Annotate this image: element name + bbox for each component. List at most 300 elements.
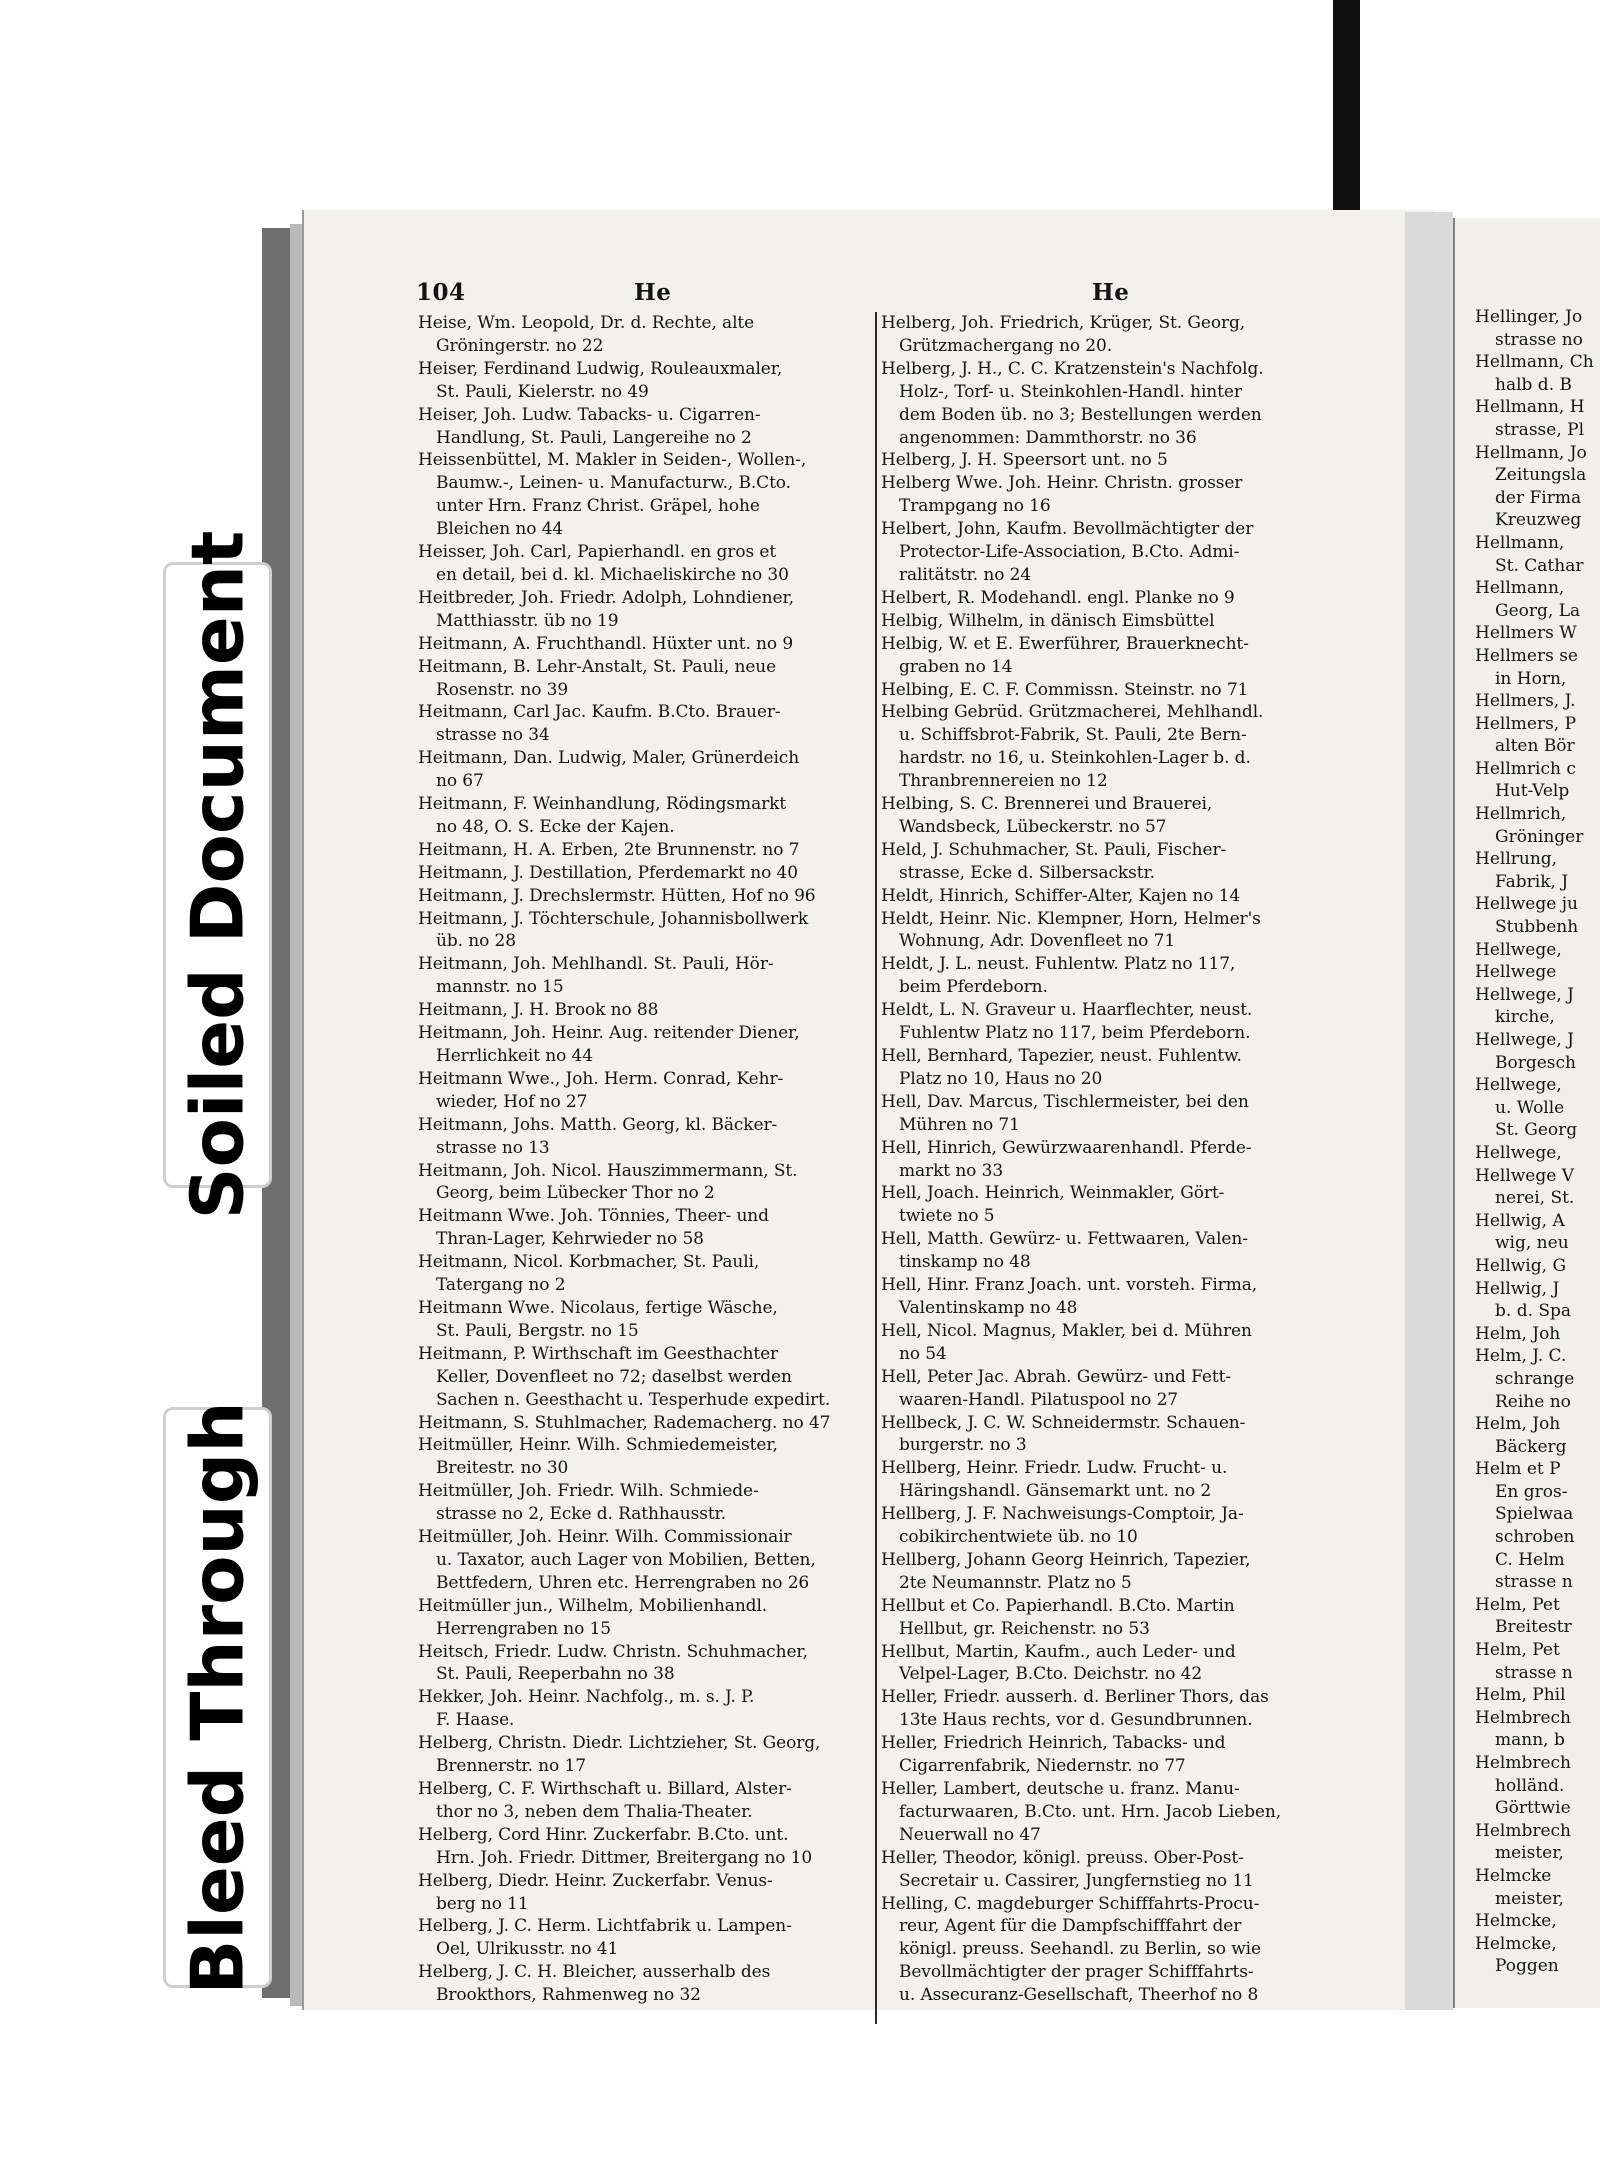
entry-line: Helberg, C. F. Wirthschaft u. Billard, Alster- xyxy=(418,1779,792,1799)
entry-line: Heitmann, S. Stuhlmacher, Rademacherg. no 47 xyxy=(418,1412,831,1433)
directory-entry xyxy=(881,1595,1336,1641)
next-page-line: Hellmann, Jo xyxy=(1475,442,1587,463)
next-page-line: Hellmers se xyxy=(1475,645,1578,666)
entry-continuation-line: wieder, Hof no 27 xyxy=(436,1091,588,1112)
entry-continuation-line: angenommen: Dammthorstr. no 36 xyxy=(899,427,1197,448)
directory-entry xyxy=(418,633,873,656)
next-page-line: Helmbrech xyxy=(1475,1753,1571,1773)
entry-continuation-line: 2te Neumannstr. Platz no 5 xyxy=(899,1572,1132,1593)
entry-line: Heller, Friedr. ausserh. d. Berliner Thors, das xyxy=(881,1687,1269,1708)
entry-line: Hellberg, J. F. Nachweisungs-Comptoir, Ja- xyxy=(881,1504,1244,1525)
directory-entry xyxy=(418,1160,873,1206)
entry-continuation-line: Brookthors, Rahmenweg no 32 xyxy=(436,1985,701,2006)
directory-entry xyxy=(881,1137,1336,1183)
next-page-line: Hellmers, J. xyxy=(1475,691,1576,712)
entry-line: Heiser, Ferdinand Ludwig, Rouleauxmaler, xyxy=(418,358,783,379)
entry-line: Heise, Wm. Leopold, Dr. d. Rechte, alte xyxy=(418,313,755,333)
entry-continuation-line: Platz no 10, Haus no 20 xyxy=(899,1068,1103,1089)
next-page-line: C. Helm xyxy=(1495,1549,1565,1570)
next-page-line: Hellmann, xyxy=(1475,578,1565,599)
next-page-line: Helm, Joh xyxy=(1475,1414,1561,1435)
binding-tab xyxy=(1333,0,1360,215)
next-page-line: Hellmrich c xyxy=(1475,758,1576,779)
entry-continuation-line: Brennerstr. no 17 xyxy=(436,1756,586,1777)
entry-line: Heitmann, Joh. Heinr. Aug. reitender Diener, xyxy=(418,1023,800,1044)
next-page-line: Hellwege xyxy=(1475,962,1557,983)
entry-line: Heller, Theodor, königl. preuss. Ober-Post- xyxy=(881,1847,1244,1868)
directory-entry xyxy=(881,679,1336,702)
entry-continuation-line: Herrlichkeit no 44 xyxy=(436,1046,593,1066)
entry-line: Helberg Wwe. Joh. Heinr. Christn. grosser xyxy=(881,473,1243,494)
next-page-line: Hellwege, xyxy=(1475,939,1562,960)
directory-entry xyxy=(418,1778,873,1824)
entry-line: Helberg, Christn. Diedr. Lichtzieher, St. Georg, xyxy=(418,1733,821,1754)
bleed-through-stamp xyxy=(163,1400,272,1995)
entry-continuation-line: St. Pauli, Kielerstr. no 49 xyxy=(436,381,649,402)
entry-line: Heitmann Wwe. Nicolaus, fertige Wäsche, xyxy=(418,1297,778,1318)
directory-entry xyxy=(418,747,873,793)
next-page-line: schrange xyxy=(1495,1368,1575,1389)
next-page-line: Bäckerg xyxy=(1495,1436,1567,1457)
entry-continuation-line: Bleichen no 44 xyxy=(436,519,564,540)
entry-continuation-line: F. Haase. xyxy=(436,1710,515,1731)
entry-continuation-line: no 67 xyxy=(436,771,484,792)
next-page-line: Hellmers W xyxy=(1475,623,1577,644)
entry-line: Heitsch, Friedr. Ludw. Christn. Schuhmacher, xyxy=(418,1641,808,1662)
entry-line: Hellbut et Co. Papierhandl. B.Cto. Martin xyxy=(881,1595,1235,1616)
directory-entry xyxy=(418,862,873,885)
entry-continuation-line: Wandsbeck, Lübeckerstr. no 57 xyxy=(899,816,1167,837)
directory-entry xyxy=(418,885,873,908)
entry-line: Helbing Gebrüd. Grützmacherei, Mehlhandl. xyxy=(881,702,1264,723)
directory-entry xyxy=(881,1228,1336,1274)
next-page-line: Hellwig, A xyxy=(1475,1210,1565,1231)
next-page-line: Hellmann, H xyxy=(1475,397,1585,418)
next-page-line: Helm, J. C. xyxy=(1475,1346,1567,1367)
directory-entry xyxy=(418,1686,873,1732)
directory-entry xyxy=(418,1297,873,1343)
next-page-line: strasse n xyxy=(1495,1662,1573,1683)
entry-continuation-line: Tatergang no 2 xyxy=(436,1275,566,1296)
entry-continuation-line: üb. no 28 xyxy=(436,931,516,952)
next-page-line: alten Bör xyxy=(1495,736,1575,757)
directory-entry xyxy=(881,1045,1336,1091)
entry-line: Heitmann, P. Wirthschaft im Geesthachter xyxy=(418,1343,779,1364)
entry-line: Hell, Dav. Marcus, Tischlermeister, bei den xyxy=(881,1091,1249,1112)
next-page-line: Hellwege, J xyxy=(1475,984,1574,1005)
entry-line: Heitmann, Carl Jac. Kaufm. B.Cto. Brauer- xyxy=(418,702,781,723)
entry-line: Held, J. Schuhmacher, St. Pauli, Fischer- xyxy=(881,839,1227,860)
directory-entry xyxy=(881,312,1336,358)
entry-continuation-line: Matthiasstr. üb no 19 xyxy=(436,610,619,631)
page-gutter xyxy=(1405,212,1453,2010)
next-page-line: Helmcke, xyxy=(1475,1911,1557,1932)
directory-entry xyxy=(881,1182,1336,1228)
entry-continuation-line: Secretair u. Cassirer, Jungfernstieg no 11 xyxy=(899,1870,1254,1891)
entry-continuation-line: tinskamp no 48 xyxy=(899,1252,1031,1273)
directory-entry xyxy=(418,1641,873,1687)
entry-line: Hellbeck, J. C. W. Schneidermstr. Schauen- xyxy=(881,1412,1246,1433)
next-page-line: in Horn, xyxy=(1495,668,1567,689)
next-page-line: St. Georg xyxy=(1495,1120,1578,1141)
entry-continuation-line: Bevollmächtigter der prager Schifffahrts- xyxy=(899,1962,1254,1983)
entry-line: Heller, Friedrich Heinrich, Tabacks- und xyxy=(881,1733,1226,1754)
directory-entry xyxy=(881,587,1336,610)
entry-line: Hellberg, Heinr. Friedr. Ludw. Frucht- u. xyxy=(881,1458,1228,1479)
directory-entry xyxy=(881,1091,1336,1137)
next-page-line: Helmcke xyxy=(1475,1865,1552,1886)
entry-line: Heitmüller jun., Wilhelm, Mobilienhandl. xyxy=(418,1595,768,1616)
entry-continuation-line: cobikirchentwiete üb. no 10 xyxy=(899,1527,1138,1548)
entry-continuation-line: Baumw.-, Leinen- u. Manufacturw., B.Cto. xyxy=(436,473,791,494)
directory-entry xyxy=(418,1068,873,1114)
entry-continuation-line: dem Boden üb. no 3; Bestellungen werden xyxy=(899,404,1262,425)
bleed-through-label: Bleed Through xyxy=(175,1400,260,1995)
next-page-line: Hellwege V xyxy=(1475,1165,1574,1186)
directory-entry xyxy=(881,1412,1336,1458)
next-page-line: schroben xyxy=(1495,1527,1575,1548)
entry-line: Hell, Matth. Gewürz- u. Fettwaaren, Valen- xyxy=(881,1229,1248,1250)
next-page-entries xyxy=(1475,306,1600,1978)
directory-entry xyxy=(881,908,1336,954)
directory-entry xyxy=(418,1595,873,1641)
directory-entry xyxy=(881,839,1336,885)
entry-line: Helberg, Joh. Friedrich, Krüger, St. Georg, xyxy=(881,313,1246,333)
directory-entry xyxy=(418,839,873,862)
entry-continuation-line: u. Schiffsbrot-Fabrik, St. Pauli, 2te Bern- xyxy=(899,725,1247,746)
entry-continuation-line: 13te Haus rechts, vor d. Gesundbrunnen. xyxy=(899,1710,1253,1731)
entry-line: Heissenbüttel, M. Makler in Seiden-, Wollen-, xyxy=(418,450,807,471)
entry-continuation-line: no 48, O. S. Ecke der Kajen. xyxy=(436,816,675,837)
entry-line: Heitmann, Joh. Mehlhandl. St. Pauli, Hör- xyxy=(418,954,774,975)
directory-entry xyxy=(418,1480,873,1526)
directory-entry xyxy=(881,610,1336,633)
directory-entry xyxy=(418,1412,873,1435)
directory-entry xyxy=(418,793,873,839)
running-head-right: He xyxy=(1092,279,1130,306)
entry-line: Helbert, R. Modehandl. engl. Planke no 9 xyxy=(881,587,1235,608)
next-page-line: Helm et P xyxy=(1475,1459,1561,1480)
next-page-line: wig, neu xyxy=(1495,1233,1569,1254)
entry-continuation-line: Grützmachergang no 20. xyxy=(899,335,1113,356)
next-page-line: St. Cathar xyxy=(1495,555,1584,576)
entry-line: Heitmann, J. H. Brook no 88 xyxy=(418,1000,659,1021)
right-column-entries xyxy=(881,312,1336,2007)
next-page-line: Helm, Phil xyxy=(1475,1685,1566,1706)
next-page-line: halb d. B xyxy=(1495,374,1572,395)
entry-line: Heitmann Wwe., Joh. Herm. Conrad, Kehr- xyxy=(418,1068,784,1089)
entry-continuation-line: no 54 xyxy=(899,1343,947,1364)
directory-entry xyxy=(418,1961,873,2007)
entry-continuation-line: strasse no 2, Ecke d. Rathhausstr. xyxy=(436,1504,727,1525)
next-page-line: Gröninger xyxy=(1495,826,1584,847)
entry-line: Hell, Hinrich, Gewürzwaarenhandl. Pferde- xyxy=(881,1137,1252,1158)
entry-continuation-line: Trampgang no 16 xyxy=(899,496,1051,517)
entry-continuation-line: facturwaaren, B.Cto. unt. Hrn. Jacob Lieben, xyxy=(899,1801,1282,1822)
directory-entry xyxy=(418,1434,873,1480)
column-divider xyxy=(875,312,877,2024)
entry-line: Heitmann, Dan. Ludwig, Maler, Grünerdeich xyxy=(418,748,800,769)
next-page-line: mann, b xyxy=(1495,1730,1565,1751)
next-page-line: Borgesch xyxy=(1495,1052,1576,1073)
next-page-line: Helmbrech xyxy=(1475,1820,1571,1841)
entry-line: Hellberg, Johann Georg Heinrich, Tapezier, xyxy=(881,1549,1251,1570)
directory-entry xyxy=(418,999,873,1022)
next-page-line: Helm, Pet xyxy=(1475,1594,1560,1615)
next-page-line: Hellwig, J xyxy=(1475,1278,1560,1299)
soiled-document-stamp xyxy=(163,530,272,1220)
entry-continuation-line: Rosenstr. no 39 xyxy=(436,679,569,700)
directory-entry xyxy=(418,656,873,702)
entry-continuation-line: Georg, beim Lübecker Thor no 2 xyxy=(436,1183,715,1204)
next-page-line: Hellwig, G xyxy=(1475,1255,1567,1276)
entry-continuation-line: Mühren no 71 xyxy=(899,1114,1020,1135)
entry-continuation-line: u. Assecuranz-Gesellschaft, Theerhof no 8 xyxy=(899,1985,1259,2006)
entry-continuation-line: graben no 14 xyxy=(899,656,1013,677)
directory-entry xyxy=(881,1366,1336,1412)
entry-line: Hell, Peter Jac. Abrah. Gewürz- und Fett- xyxy=(881,1366,1231,1387)
directory-entry xyxy=(418,1205,873,1251)
entry-line: Heitmann, H. A. Erben, 2te Brunnenstr. no 7 xyxy=(418,839,800,860)
entry-continuation-line: ralitätstr. no 24 xyxy=(899,564,1032,585)
entry-continuation-line: Sachen n. Geesthacht u. Tesperhude expedirt. xyxy=(436,1389,831,1410)
directory-entry xyxy=(418,701,873,747)
entry-line: Heldt, J. L. neust. Fuhlentw. Platz no 117, xyxy=(881,954,1236,975)
directory-entry xyxy=(418,953,873,999)
entry-continuation-line: mannstr. no 15 xyxy=(436,977,564,998)
directory-entry xyxy=(881,1847,1336,1893)
entry-line: Helbing, E. C. F. Commissn. Steinstr. no 71 xyxy=(881,679,1249,700)
next-page-line: Reihe no xyxy=(1495,1391,1571,1412)
directory-entry xyxy=(881,999,1336,1045)
next-page-line: Görttwie xyxy=(1495,1798,1571,1819)
entry-continuation-line: Breitestr. no 30 xyxy=(436,1458,569,1479)
next-page-line: Hellmann, xyxy=(1475,532,1565,553)
next-page-line: Hellwege ju xyxy=(1475,894,1578,915)
entry-line: Hellbut, Martin, Kaufm., auch Leder- und xyxy=(881,1641,1236,1662)
next-page-line: Hellinger, Jo xyxy=(1475,307,1583,327)
entry-line: Hell, Bernhard, Tapezier, neust. Fuhlentw. xyxy=(881,1046,1242,1066)
next-page-line: meister, xyxy=(1495,1843,1564,1864)
entry-continuation-line: unter Hrn. Franz Christ. Gräpel, hohe xyxy=(436,496,760,517)
entry-line: Heitmann, A. Fruchthandl. Hüxter unt. no 9 xyxy=(418,633,794,654)
entry-continuation-line: Wohnung, Adr. Dovenfleet no 71 xyxy=(899,931,1176,952)
directory-entry xyxy=(881,1457,1336,1503)
entry-line: Heldt, Hinrich, Schiffer-Alter, Kajen no 14 xyxy=(881,885,1241,906)
next-page-line: Fabrik, J xyxy=(1495,871,1569,892)
entry-line: Heitmann, J. Drechslermstr. Hütten, Hof no 96 xyxy=(418,885,816,906)
entry-continuation-line: Valentinskamp no 48 xyxy=(899,1297,1078,1318)
entry-line: Heldt, Heinr. Nic. Klempner, Horn, Helmer's xyxy=(881,908,1261,929)
entry-line: Helberg, Diedr. Heinr. Zuckerfabr. Venus- xyxy=(418,1870,773,1891)
next-page-line: Georg, La xyxy=(1495,600,1581,621)
entry-line: Heldt, L. N. Graveur u. Haarflechter, neust. xyxy=(881,1000,1253,1021)
entry-line: Heitmann, Johs. Matth. Georg, kl. Bäcker- xyxy=(418,1114,778,1135)
directory-entry xyxy=(881,953,1336,999)
directory-entry xyxy=(881,793,1336,839)
entry-line: Helbig, Wilhelm, in dänisch Eimsbüttel xyxy=(881,610,1215,631)
directory-entry xyxy=(418,1251,873,1297)
next-page-line: Kreuzweg xyxy=(1495,510,1582,531)
directory-entry xyxy=(881,1320,1336,1366)
entry-continuation-line: Hrn. Joh. Friedr. Dittmer, Breitergang no 10 xyxy=(436,1847,813,1868)
next-page-line: Helm, Pet xyxy=(1475,1640,1560,1661)
entry-continuation-line: Keller, Dovenfleet no 72; daselbst werden xyxy=(436,1366,792,1387)
next-page-line: Hellwege, xyxy=(1475,1075,1562,1096)
entry-continuation-line: burgerstr. no 3 xyxy=(899,1435,1027,1456)
entry-continuation-line: strasse no 13 xyxy=(436,1137,550,1158)
next-page-line: Helm, Joh xyxy=(1475,1323,1561,1344)
entry-continuation-line: markt no 33 xyxy=(899,1160,1004,1181)
directory-entry xyxy=(418,1526,873,1595)
directory-entry xyxy=(418,312,873,358)
entry-line: Helling, C. magdeburger Schifffahrts-Procu- xyxy=(881,1893,1260,1914)
next-page-line: Helmbrech xyxy=(1475,1707,1571,1728)
entry-continuation-line: Hellbut, gr. Reichenstr. no 53 xyxy=(899,1618,1150,1639)
entry-line: Heiser, Joh. Ludw. Tabacks- u. Cigarren- xyxy=(418,404,761,425)
directory-entry xyxy=(881,633,1336,679)
entry-line: Heisser, Joh. Carl, Papierhandl. en gros et xyxy=(418,542,777,563)
entry-line: Heitmann, J. Destillation, Pferdemarkt no 40 xyxy=(418,862,798,883)
entry-continuation-line: Thranbrennereien no 12 xyxy=(899,771,1108,792)
entry-line: Helbert, John, Kaufm. Bevollmächtigter der xyxy=(881,519,1254,540)
directory-entry xyxy=(881,1778,1336,1847)
entry-line: Heitmann, Nicol. Korbmacher, St. Pauli, xyxy=(418,1252,760,1273)
entry-line: Helbig, W. et E. Ewerführer, Brauerknecht- xyxy=(881,633,1249,654)
next-page-line: kirche, xyxy=(1495,1007,1555,1028)
entry-line: Heitmann, Joh. Nicol. Hauszimmermann, St. xyxy=(418,1160,798,1181)
next-page-line: u. Wolle xyxy=(1495,1097,1565,1118)
left-column-entries xyxy=(418,312,873,2007)
entry-continuation-line: u. Taxator, auch Lager von Mobilien, Betten, xyxy=(436,1549,816,1570)
next-page-line: meister, xyxy=(1495,1888,1564,1909)
next-page-line: Helmcke, xyxy=(1475,1933,1557,1954)
entry-continuation-line: hardstr. no 16, u. Steinkohlen-Lager b. d. xyxy=(899,748,1251,769)
directory-entry xyxy=(881,1549,1336,1595)
next-page-line: Stubbenh xyxy=(1495,917,1579,938)
entry-continuation-line: Bettfedern, Uhren etc. Herrengraben no 26 xyxy=(436,1572,810,1593)
next-page-line: En gros- xyxy=(1495,1481,1568,1502)
next-page-line: der Firma xyxy=(1495,487,1582,508)
entry-continuation-line: beim Pferdeborn. xyxy=(899,977,1048,998)
entry-continuation-line: reur, Agent für die Dampfschifffahrt der xyxy=(899,1916,1242,1937)
entry-continuation-line: twiete no 5 xyxy=(899,1206,995,1227)
next-page-line: nerei, St. xyxy=(1495,1188,1575,1209)
entry-line: Helberg, J. C. Herm. Lichtfabrik u. Lampen- xyxy=(418,1916,792,1937)
directory-entry xyxy=(881,1893,1336,2008)
directory-entry xyxy=(418,587,873,633)
next-page-line: b. d. Spa xyxy=(1495,1301,1572,1322)
entry-continuation-line: Fuhlentw Platz no 117, beim Pferdeborn. xyxy=(899,1023,1251,1044)
entry-line: Helberg, Cord Hinr. Zuckerfabr. B.Cto. unt. xyxy=(418,1824,789,1845)
entry-line: Heitmüller, Heinr. Wilh. Schmiedemeister, xyxy=(418,1435,778,1456)
entry-line: Heitbreder, Joh. Friedr. Adolph, Lohndiener, xyxy=(418,587,794,608)
entry-line: Heitmann, F. Weinhandlung, Rödingsmarkt xyxy=(418,794,787,815)
entry-line: Heitmann, J. Töchterschule, Johannisbollwerk xyxy=(418,908,809,929)
next-page-line: Hellmers, P xyxy=(1475,713,1577,734)
next-page-line: Poggen xyxy=(1495,1956,1559,1977)
directory-entry xyxy=(418,449,873,541)
directory-entry xyxy=(418,1870,873,1916)
entry-continuation-line: Häringshandl. Gänsemarkt unt. no 2 xyxy=(899,1481,1212,1502)
directory-entry xyxy=(881,885,1336,908)
entry-continuation-line: Gröningerstr. no 22 xyxy=(436,335,604,356)
entry-continuation-line: berg no 11 xyxy=(436,1893,529,1914)
entry-continuation-line: strasse, Ecke d. Silbersackstr. xyxy=(899,862,1155,883)
entry-continuation-line: königl. preuss. Seehandl. zu Berlin, so wie xyxy=(899,1939,1261,1960)
next-page-line: strasse n xyxy=(1495,1572,1573,1593)
directory-entry xyxy=(418,1915,873,1961)
entry-continuation-line: en detail, bei d. kl. Michaeliskirche no 30 xyxy=(436,564,789,585)
entry-continuation-line: St. Pauli, Reeperbahn no 38 xyxy=(436,1664,675,1685)
entry-line: Hekker, Joh. Heinr. Nachfolg., m. s. J. P. xyxy=(418,1687,755,1708)
directory-entry xyxy=(418,404,873,450)
directory-entry xyxy=(418,541,873,587)
directory-entry xyxy=(881,1686,1336,1732)
entry-line: Heitmann Wwe. Joh. Tönnies, Theer- und xyxy=(418,1206,769,1227)
entry-continuation-line: Thran-Lager, Kehrwieder no 58 xyxy=(436,1229,704,1250)
entry-continuation-line: St. Pauli, Bergstr. no 15 xyxy=(436,1320,639,1341)
entry-line: Helbing, S. C. Brennerei und Brauerei, xyxy=(881,794,1213,815)
next-page-line: holländ. xyxy=(1495,1775,1565,1796)
directory-entry xyxy=(881,701,1336,793)
next-page-line: strasse no xyxy=(1495,329,1583,350)
entry-continuation-line: Cigarrenfabrik, Niedernstr. no 77 xyxy=(899,1756,1186,1777)
directory-entry xyxy=(881,518,1336,587)
directory-entry xyxy=(881,472,1336,518)
entry-line: Heitmann, B. Lehr-Anstalt, St. Pauli, neue xyxy=(418,656,777,677)
entry-continuation-line: Handlung, St. Pauli, Langereihe no 2 xyxy=(436,427,752,448)
entry-continuation-line: Velpel-Lager, B.Cto. Deichstr. no 42 xyxy=(899,1664,1203,1685)
entry-line: Heitmüller, Joh. Heinr. Wilh. Commissionair xyxy=(418,1527,792,1548)
entry-line: Heller, Lambert, deutsche u. franz. Manu- xyxy=(881,1779,1240,1799)
directory-entry xyxy=(881,1732,1336,1778)
entry-line: Helberg, J. H., C. C. Kratzenstein's Nachfolg. xyxy=(881,358,1264,379)
next-page-line: Hut-Velp xyxy=(1495,781,1570,802)
entry-continuation-line: waaren-Handl. Pilatuspool no 27 xyxy=(899,1389,1179,1410)
running-head-left: He xyxy=(634,279,672,306)
entry-line: Hell, Nicol. Magnus, Makler, bei d. Mühren xyxy=(881,1320,1252,1341)
entry-line: Heitmüller, Joh. Friedr. Wilh. Schmiede- xyxy=(418,1481,759,1502)
entry-continuation-line: strasse no 34 xyxy=(436,725,550,746)
entry-continuation-line: Protector-Life-Association, B.Cto. Admi- xyxy=(899,542,1240,563)
directory-entry xyxy=(881,358,1336,450)
next-page-line: Hellwege, J xyxy=(1475,1030,1574,1050)
next-page-line: Hellmrich, xyxy=(1475,804,1567,825)
directory-entry xyxy=(418,1114,873,1160)
directory-entry xyxy=(418,1824,873,1870)
page-number: 104 xyxy=(416,279,466,306)
soiled-document-label: Soiled Document xyxy=(175,530,260,1220)
entry-continuation-line: Herrengraben no 15 xyxy=(436,1618,612,1639)
entry-line: Hell, Hinr. Franz Joach. unt. vorsteh. Firma, xyxy=(881,1275,1258,1296)
directory-entry xyxy=(418,908,873,954)
entry-continuation-line: Holz-, Torf- u. Steinkohlen-Handl. hinter xyxy=(899,381,1242,402)
directory-entry xyxy=(881,1274,1336,1320)
next-page-line: Zeitungsla xyxy=(1495,465,1587,486)
next-page-line: Hellwege, xyxy=(1475,1142,1562,1163)
directory-entry xyxy=(418,1022,873,1068)
next-page-line: strasse, Pl xyxy=(1495,419,1585,440)
entry-line: Hell, Joach. Heinrich, Weinmakler, Gört- xyxy=(881,1183,1225,1204)
next-page-line: Hellmann, Ch xyxy=(1475,352,1594,373)
next-page-line: Breitestr xyxy=(1495,1617,1572,1638)
entry-continuation-line: Neuerwall no 47 xyxy=(899,1824,1041,1845)
next-page-line: Spielwaa xyxy=(1495,1504,1574,1525)
entry-line: Helberg, J. C. H. Bleicher, ausserhalb des xyxy=(418,1962,771,1983)
directory-entry xyxy=(418,1343,873,1412)
directory-entry xyxy=(418,358,873,404)
